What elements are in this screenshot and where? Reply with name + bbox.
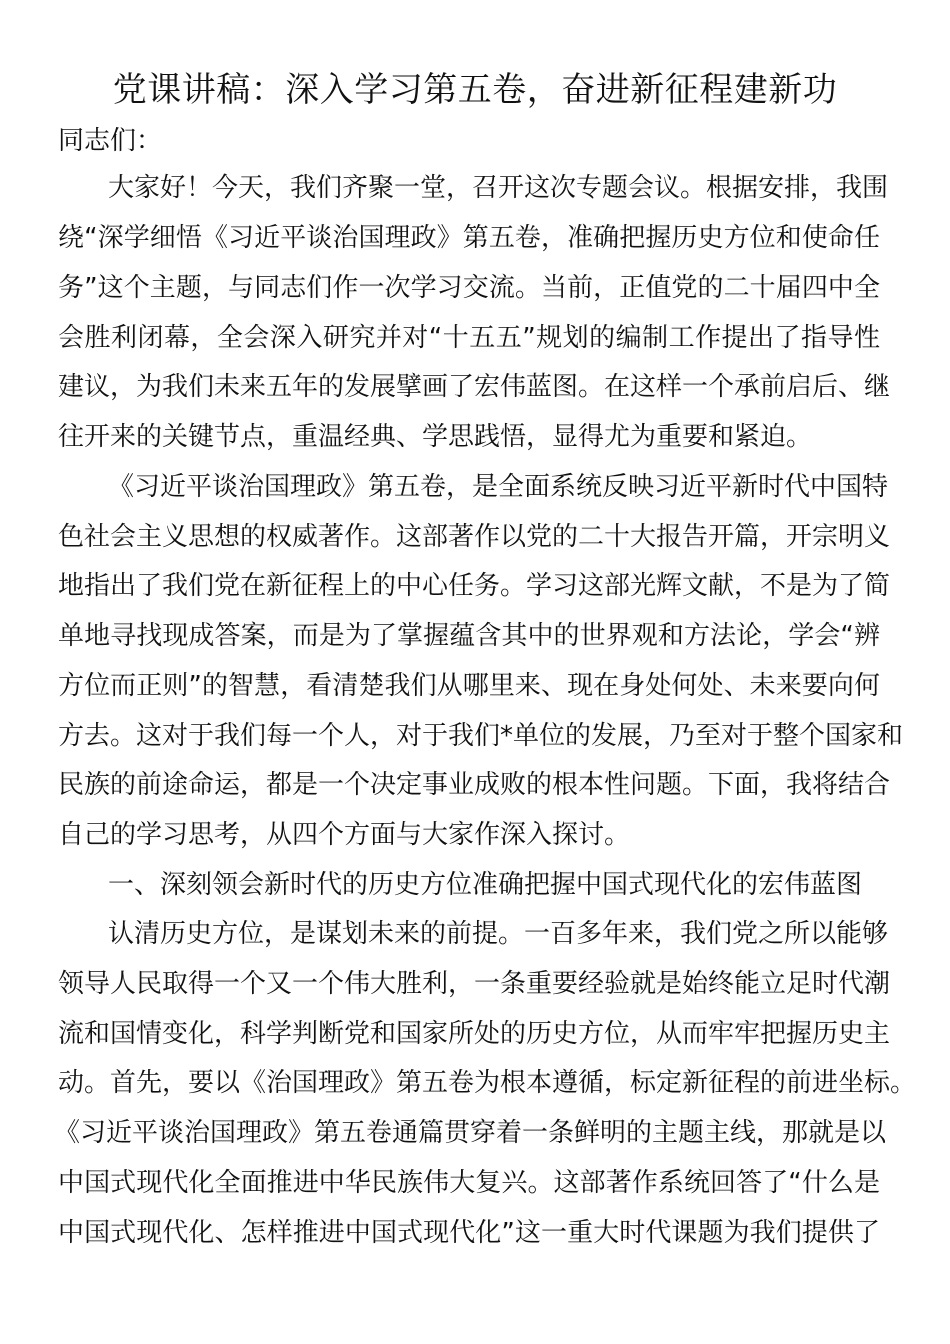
paragraph-line: 中国式现代化、怎样推进中国式现代化”这一重大时代课题为我们提供了 [58,1218,880,1248]
paragraph-line: 中国式现代化全面推进中华民族伟大复兴。这部著作系统回答了“什么是 [58,1168,880,1198]
paragraph-line: 方位而正则”的智慧，看清楚我们从哪里来、现在身处何处、未来要向何 [58,671,880,701]
paragraph-line: 建议，为我们未来五年的发展擘画了宏伟蓝图。在这样一个承前启后、继 [58,372,891,402]
paragraph-line: 流和国情变化，科学判断党和国家所处的历史方位，从而牢牢把握历史主 [58,1019,891,1049]
paragraph-line: 认清历史方位，是谋划未来的前提。一百多年来，我们党之所以能够 [108,919,889,949]
paragraph-line: 《习近平谈治国理政》第五卷，是全面系统反映习近平新时代中国特 [108,472,889,502]
paragraph-line: 《习近平谈治国理政》第五卷通篇贯穿着一条鲜明的主题主线，那就是以 [54,1118,887,1148]
paragraph-line: 大家好！今天，我们齐聚一堂，召开这次专题会议。根据安排，我围 [108,173,889,203]
paragraph-line: 单地寻找现成答案，而是为了掌握蕴含其中的世界观和方法论，学会“辨 [58,621,880,651]
paragraph-line: 往开来的关键节点，重温经典、学思践悟，显得尤为重要和紧迫。 [58,422,813,452]
document-title: 党课讲稿：深入学习第五卷，奋进新征程建新功 [112,70,838,110]
section-heading: 一、深刻领会新时代的历史方位准确把握中国式现代化的宏伟蓝图 [108,870,863,900]
paragraph-line: 民族的前途命运，都是一个决定事业成败的根本性问题。下面，我将结合 [58,770,891,800]
paragraph-line: 方去。这对于我们每一个人，对于我们*单位的发展，乃至对于整个国家和 [58,721,904,751]
paragraph-line: 绕“深学细悟《习近平谈治国理政》第五卷，准确把握历史方位和使命任 [58,223,880,253]
paragraph-line: 自己的学习思考，从四个方面与大家作深入探讨。 [58,820,631,850]
paragraph-line: 色社会主义思想的权威著作。这部著作以党的二十大报告开篇，开宗明义 [58,522,891,552]
paragraph-line: 务”这个主题，与同志们作一次学习交流。当前，正值党的二十届四中全 [58,273,880,303]
paragraph-line: 会胜利闭幕，全会深入研究并对“十五五”规划的编制工作提出了指导性 [58,323,880,353]
paragraph-line: 地指出了我们党在新征程上的中心任务。学习这部光辉文献，不是为了简 [58,571,891,601]
paragraph-line: 领导人民取得一个又一个伟大胜利，一条重要经验就是始终能立足时代潮 [58,969,891,999]
salutation: 同志们： [58,126,163,156]
paragraph-line: 动。首先，要以《治国理政》第五卷为根本遵循，标定新征程的前进坐标。 [58,1068,917,1098]
